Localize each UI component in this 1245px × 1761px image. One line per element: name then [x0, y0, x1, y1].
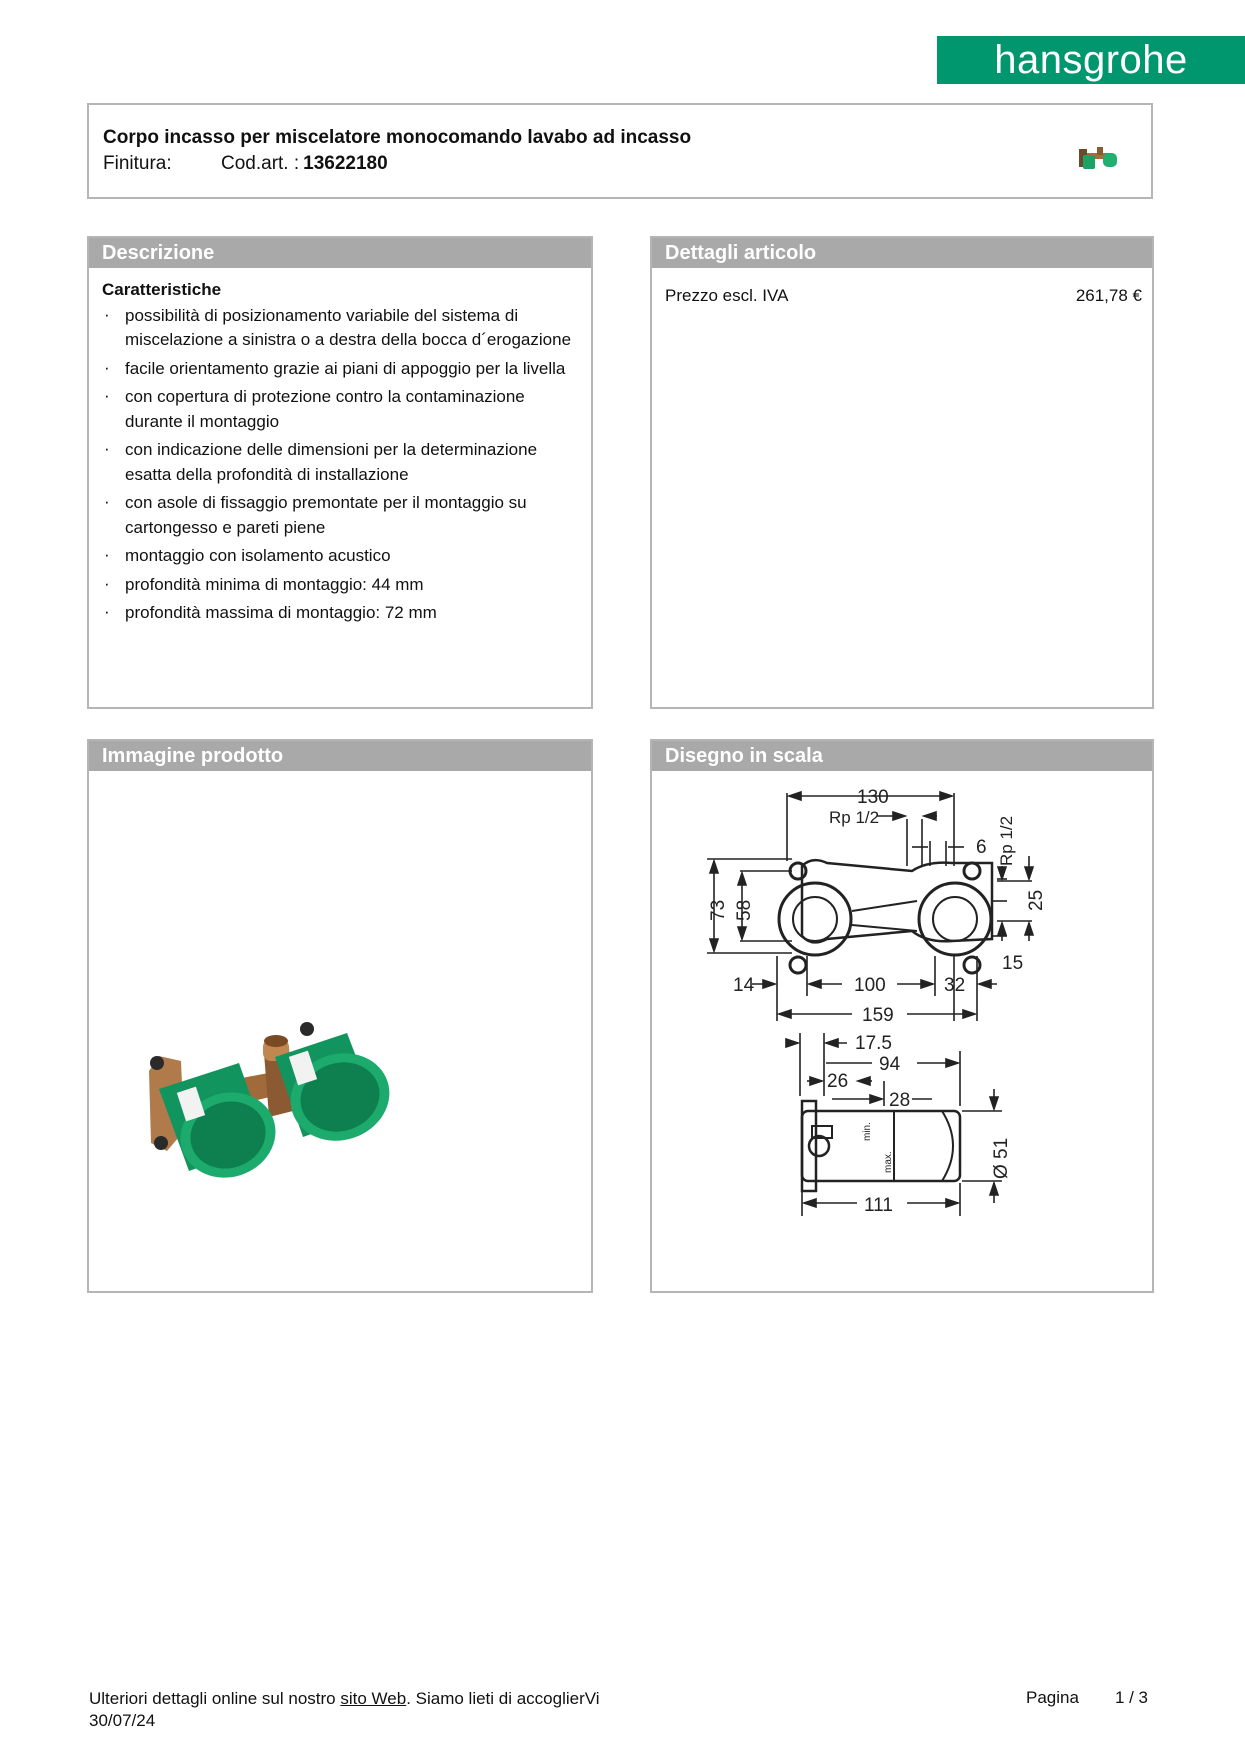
- dim-100: 100: [854, 975, 886, 996]
- website-link[interactable]: sito Web: [340, 1689, 407, 1708]
- footer-date: 30/07/24: [89, 1711, 156, 1730]
- dim-14: 14: [733, 975, 755, 996]
- product-header: [87, 103, 1153, 199]
- feature-item: · possibilità di posizionamento variabile del sistema di miscelazione a sinistra o a destra della bocca d´erogazione: [102, 304, 578, 353]
- price-value: 261,78 €: [1075, 286, 1142, 305]
- dim-94: 94: [879, 1054, 901, 1075]
- product-thumbnail-icon: [1077, 143, 1121, 173]
- dim-25: 25: [1026, 889, 1047, 911]
- feature-item: · con asole di fissaggio premontate per il montaggio su cartongesso e pareti piene: [102, 491, 578, 540]
- dim-rp-right: Rp 1/2: [997, 815, 1016, 866]
- features-list: [102, 304, 578, 626]
- footer-text: Ulteriori dettagli online sul nostro: [89, 1689, 341, 1708]
- dim-58: 58: [734, 899, 755, 921]
- dim-130: 130: [857, 787, 889, 808]
- description-panel-title: Descrizione: [89, 238, 591, 268]
- feature-item: · con copertura di protezione contro la contaminazione durante il montaggio: [102, 385, 578, 434]
- dim-111: 111: [864, 1195, 893, 1216]
- product-image-panel-title: Immagine prodotto: [89, 741, 591, 771]
- max-label: max.: [883, 1151, 894, 1173]
- page-label: Pagina: [1026, 1688, 1079, 1707]
- dim-17-5: 17.5: [855, 1033, 892, 1054]
- dim-15: 15: [1002, 953, 1024, 974]
- min-label: min.: [862, 1122, 873, 1141]
- price-row: [652, 268, 1152, 306]
- feature-item: · montaggio con isolamento acustico: [102, 544, 578, 569]
- technical-drawing: [652, 771, 1152, 1291]
- dim-73: 73: [708, 899, 729, 921]
- price-label: Prezzo escl. IVA: [665, 286, 789, 305]
- footer-info: [89, 1688, 600, 1732]
- dim-6: 6: [976, 837, 987, 858]
- features-heading: Caratteristiche: [102, 280, 222, 299]
- scale-drawing-panel: [650, 739, 1154, 1293]
- page-indicator: [1026, 1688, 1148, 1708]
- details-panel-title: Dettagli articolo: [652, 238, 1152, 268]
- feature-item: · facile orientamento grazie ai piani di appoggio per la livella: [102, 357, 578, 382]
- product-title: Corpo incasso per miscelatore monocomando lavabo ad incasso: [103, 127, 692, 148]
- dim-51: Ø 51: [991, 1137, 1012, 1179]
- feature-item: · profondità massima di montaggio: 72 mm: [102, 601, 578, 626]
- feature-item: · profondità minima di montaggio: 44 mm: [102, 573, 578, 598]
- dim-28: 28: [889, 1090, 911, 1111]
- dim-32: 32: [944, 975, 966, 996]
- scale-drawing-panel-title: Disegno in scala: [652, 741, 1152, 771]
- dim-159: 159: [862, 1005, 894, 1026]
- dim-26: 26: [827, 1071, 849, 1092]
- description-panel: [87, 236, 593, 709]
- page-number: 1 / 3: [1114, 1688, 1149, 1707]
- details-panel: [650, 236, 1154, 709]
- finish-label: Finitura:: [103, 153, 172, 174]
- product-image: [89, 771, 591, 1291]
- code-value: 13622180: [303, 153, 388, 174]
- feature-item: · con indicazione delle dimensioni per la determinazione esatta della profondità di installazione: [102, 438, 578, 487]
- brand-logo: hansgrohe: [937, 36, 1245, 84]
- code-label: Cod.art. :: [221, 153, 300, 174]
- product-image-panel: [87, 739, 593, 1293]
- dim-rp-left: Rp 1/2: [829, 808, 880, 827]
- footer-text-after: . Siamo lieti di accoglierVi: [406, 1689, 600, 1708]
- finish-code-line: [103, 153, 388, 175]
